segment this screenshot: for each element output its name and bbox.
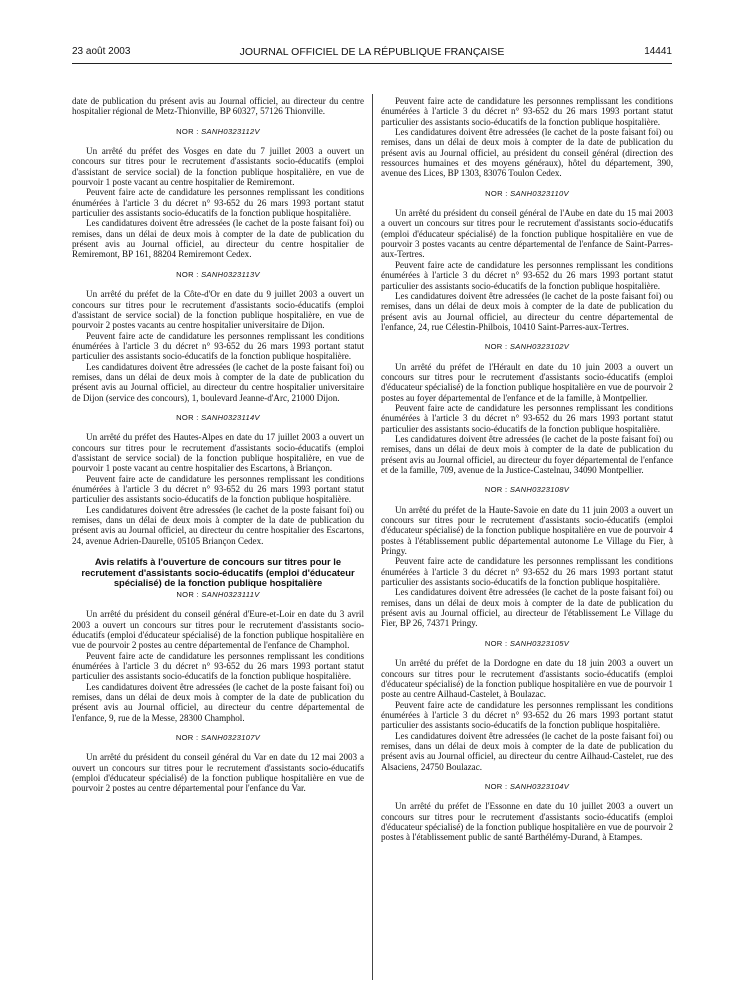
paragraph: Les candidatures doivent être adressées (le cachet de la poste faisant foi) ou remises, dans un délai de deux mois à compter de la date de publication du présent avis au Journal officiel, au directeur du centre hospitalier des Escartons, 24, avenue Adrien-Daurelle, 05105 Briançon Cedex. [72,504,364,546]
paragraph: Un arrêté du préfet des Hautes-Alpes en date du 17 juillet 2003 a ouvert un concours sur titres pour le recrutement d'assistants socio-éducatifs (emploi d'assistant de service social) de la fonction publique hospitalière, en vue de pourvoir 1 poste vacant au centre hospitalier des Escartons, à Briançon. [72,432,364,474]
paragraph: Les candidatures doivent être adressées (le cachet de la poste faisant foi) ou remises, dans un délai de deux mois à compter de la date de publication du présent avis au Journal officiel, au directeur du centre hospitalier de Remiremont, BP 161, 88204 Remiremont Cedex. [72,218,364,260]
paragraph: Les candidatures doivent être adressées (le cachet de la poste faisant foi) ou remises, dans un délai de deux mois à compter de la date de publication du présent avis au Journal officiel, au directeur du foyer départemental de l'enfance et de la famille, 709, avenue de la Justice-Castelnau, 34090 Montpellier. [381,433,673,475]
paragraph: Un arrêté du préfet des Vosges en date du 7 juillet 2003 a ouvert un concours sur titres pour le recrutement d'assistants socio-éducatifs (emploi d'assistant de service social) de la fonction publique hospitalière, en vue de pourvoir 1 poste vacant au centre hospitalier de Remiremont. [72,146,364,188]
nor-reference: NOR : SANH0323110V [485,188,569,198]
page-number: 14441 [644,46,672,57]
paragraph: Un arrêté du préfet de la Dordogne en date du 18 juin 2003 a ouvert un concours sur titres pour le recrutement d'assistants socio-éducatifs (emploi d'éducateur spécialisé) de la fonction publique hospitalière en vue de pourvoir 1 poste au centre Ailhaud-Castelet, à Boulazac. [381,658,673,700]
paragraph: Peuvent faire acte de candidature les personnes remplissant les conditions énumérées à l'article 3 du décret n° 93-652 du 26 mars 1993 portant statut particulier des assistants socio-éducatifs de la fonction publique hospitalière. [72,187,364,219]
paragraph: Un arrêté du préfet de la Haute-Savoie en date du 11 juin 2003 a ouvert un concours sur titres pour le recrutement d'assistants socio-éducatifs (emploi d'éducateur spécialisé) de la fonction publique hospitalière en vue de pourvoir 4 postes à l'établissement public départemental autonome Le Village du Fier, à Pringy. [381,504,673,557]
paragraph: Peuvent faire acte de candidature les personnes remplissant les conditions énumérées à l'article 3 du décret n° 93-652 du 26 mars 1993 portant statut particulier des assistants socio-éducatifs de la fonction publique hospitalière. [381,556,673,588]
paragraph: Peuvent faire acte de candidature les personnes remplissant les conditions énumérées à l'article 3 du décret n° 93-652 du 26 mars 1993 portant statut particulier des assistants socio-éducatifs de la fonction publique hospitalière. [381,96,673,127]
nor-reference: NOR : SANH0323112V [176,126,260,136]
nor-reference: NOR : SANH0323105V [484,638,570,648]
nor-reference: NOR : SANH0323107V [175,732,261,742]
paragraph: Les candidatures doivent être adressées (le cachet de la poste faisant foi) ou remises, dans un délai de deux mois à compter de la date de publication du présent avis au Journal officiel, au directeur du centre Ailhaud-Castelet, rue des Alsaciens, 24750 Boulazac. [381,730,673,772]
nor-reference: NOR : SANH0323113V [176,269,260,279]
section-heading: Avis relatifs à l'ouverture de concours sur titres pour le recrutement d'assistants socio-éducatifs (emploi d'éducateur spécialisé) de la fonction publique hospitalière [81,556,355,589]
paragraph: Les candidatures doivent être adressées (le cachet de la poste faisant foi) ou remises, dans un délai de deux mois à compter de la date de publication du présent avis au Journal officiel, au directeur de l'établissement Le Village du Fier, BP 26, 74371 Pringy. [381,587,673,629]
nor-reference: NOR : SANH0323102V [484,342,570,352]
paragraph: Un arrêté du président du conseil général d'Eure-et-Loir en date du 3 avril 2003 a ouvert un concours sur titres pour le recrutement d'assistants socio-éducatifs (emploi d'éducateur spécialisé) de la fonction publique hospitalière en vue de pourvoir 2 postes au centre départemental de l'enfance de Champhol. [72,609,364,651]
header-rule [72,63,672,64]
nor-reference: NOR : SANH0323104V [484,781,570,791]
paragraph: Un arrêté du préfet de la Côte-d'Or en date du 9 juillet 2003 a ouvert un concours sur titres pour le recrutement d'assistants socio-éducatifs (emploi d'assistant de service social) de la fonction publique hospitalière, en vue de pourvoir 2 postes vacants au centre hospitalier universitaire de Dijon. [72,289,364,331]
paragraph: Peuvent faire acte de candidature les personnes remplissant les conditions énumérées à l'article 3 du décret n° 93-652 du 26 mars 1993 portant statut particulier des assistants socio-éducatifs de la fonction publique hospitalière. [72,330,364,362]
paragraph: Peuvent faire acte de candidature les personnes remplissant les conditions énumérées à l'article 3 du décret n° 93-652 du 26 mars 1993 portant statut particulier des assistants socio-éducatifs de la fonction publique hospitalière. [72,473,364,505]
paragraph: Un arrêté du président du conseil général de l'Aube en date du 15 mai 2003 a ouvert un concours sur titres pour le recrutement d'assistants socio-éducatifs (emploi d'éducateur spécialisé) de la fonction publique hospitalière en vue de pourvoir 3 postes vacants au centre départemental de l'enfance de Saint-Parres-aux-Tertres. [381,208,673,260]
paragraph: Les candidatures doivent être adressées (le cachet de la poste faisant foi) ou remises, dans un délai de deux mois à compter de la date de publication du présent avis au Journal officiel, au directeur du centre départemental de l'enfance, 24, rue Célestin-Philbois, 10410 Saint-Parres-aux-Tertres. [381,290,673,332]
paragraph: Peuvent faire acte de candidature les personnes remplissant les conditions énumérées à l'article 3 du décret n° 93-652 du 26 mars 1993 portant statut particulier des assistants socio-éducatifs de la fonction publique hospitalière. [72,650,364,682]
paragraph: Un arrêté du préfet de l'Essonne en date du 10 juillet 2003 a ouvert un concours sur titres pour le recrutement d'assistants socio-éducatifs (emploi d'éducateur spécialisé) de la fonction publique hospitalière en vue de pourvoir 2 postes à l'établissement public de santé Barthélémy-Durand, à Etampes. [381,801,673,843]
paragraph: Un arrêté du président du conseil général du Var en date du 12 mai 2003 a ouvert un concours sur titres pour le recrutement d'assistants socio-éducatifs (emploi d'éducateur spécialisé) de la fonction publique hospitalière en vue de pourvoir 2 postes au centre départemental pour l'enfance du Var. [72,752,364,794]
paragraph: Un arrêté du préfet de l'Hérault en date du 10 juin 2003 a ouvert un concours sur titres pour le recrutement d'assistants socio-éducatifs (emploi d'éducateur spécialisé) de la fonction publique hospitalière en vue de pourvoir 2 postes au foyer départemental de l'enfance et de la famille, à Montpellier. [381,361,673,403]
paragraph: Les candidatures doivent être adressées (le cachet de la poste faisant foi) ou remises, dans un délai de deux mois à compter de la date de publication du présent avis au Journal officiel, au directeur du centre départemental de l'enfance, 9, rue de la Messe, 28300 Champhol. [72,681,364,723]
journal-title: JOURNAL OFFICIEL DE LA RÉPUBLIQUE FRANÇAISE [239,46,505,58]
paragraph: Peuvent faire acte de candidature les personnes remplissant les conditions énumérées à l'article 3 du décret n° 93-652 du 26 mars 1993 portant statut particulier des assistants socio-éducatifs de la fonction publique hospitalière. [381,699,673,731]
nor-reference: NOR : SANH0323111V [176,589,260,599]
paragraph: date de publication du présent avis au Journal officiel, au directeur du centre hospitalier régional de Metz-Thionville, BP 60327, 57126 Thionville. [72,96,364,117]
left-column [72,96,364,794]
paragraph: Les candidatures doivent être adressées (le cachet de la poste faisant foi) ou remises, dans un délai de deux mois à compter de la date de publication du présent avis au Journal officiel, au président du conseil général (direction des ressources humaines et des moyens généraux), hôtel du département, 390, avenue des Lices, BP 1303, 83076 Toulon Cedex. [381,127,673,179]
paragraph: Les candidatures doivent être adressées (le cachet de la poste faisant foi) ou remises, dans un délai de deux mois à compter de la date de publication du présent avis au Journal officiel, au directeur du centre hospitalier universitaire de Dijon (service des concours), 1, boulevard Jeanne-d'Arc, 21000 Dijon. [72,361,364,403]
paragraph: Peuvent faire acte de candidature les personnes remplissant les conditions énumérées à l'article 3 du décret n° 93-652 du 26 mars 1993 portant statut particulier des assistants socio-éducatifs de la fonction publique hospitalière. [381,402,673,434]
column-divider [372,94,373,980]
page-header [72,46,672,62]
issue-date: 23 août 2003 [72,46,131,57]
nor-reference: NOR : SANH0323114V [176,412,260,422]
right-column [381,96,673,843]
nor-reference: NOR : SANH0323108V [484,485,570,495]
paragraph: Peuvent faire acte de candidature les personnes remplissant les conditions énumérées à l'article 3 du décret n° 93-652 du 26 mars 1993 portant statut particulier des assistants socio-éducatifs de la fonction publique hospitalière. [381,259,673,291]
